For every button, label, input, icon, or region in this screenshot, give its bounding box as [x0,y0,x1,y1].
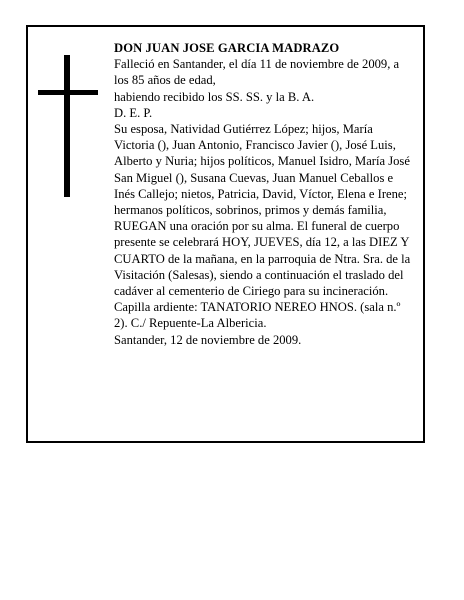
sacraments-line: habiendo recibido los SS. SS. y la B. A. [114,89,315,104]
cross-horizontal-bar [38,90,98,95]
cross-vertical-bar [64,55,70,197]
cross-icon [38,55,98,197]
death-statement: Falleció en Santander, el día 11 de noviembre de 2009, a los 85 años de edad, [114,57,400,88]
deceased-name: DON JUAN JOSE GARCIA MADRAZO [114,41,340,55]
dateline: Santander, 12 de noviembre de 2009. [114,332,302,347]
obituary-text [114,40,414,348]
family-list: Su esposa, Natividad Gutiérrez López; hijos, María Victoria (), Juan Antonio, Francisco Javier (), José Luis, Alberto y Nuria; hijos políticos, Manuel Isidro, María José San Miguel (), Susana Cuevas, Juan Manuel Ceballos e Inés Callejo; nietos, Patricia, David, Víctor, Elena e Irene; hermanos políticos, sobrinos, primos y demás familia, [114,122,410,218]
funeral-request: RUEGAN una oración por su alma. El funeral de cuerpo presente se celebrará HOY, JUEVES, día 12, a las DIEZ Y CUARTO de la mañana, en la parroquia de Ntra. Sra. de la Visitación (Salesas), siendo a continuación el traslado del cadáver al cementerio de Ciriego para su incineración. Capilla ardiente: TANATORIO NEREO HNOS. (sala n.º 2). C./ Repuente-La Albericia. [114,219,411,331]
rip-line: D. E. P. [114,105,153,120]
